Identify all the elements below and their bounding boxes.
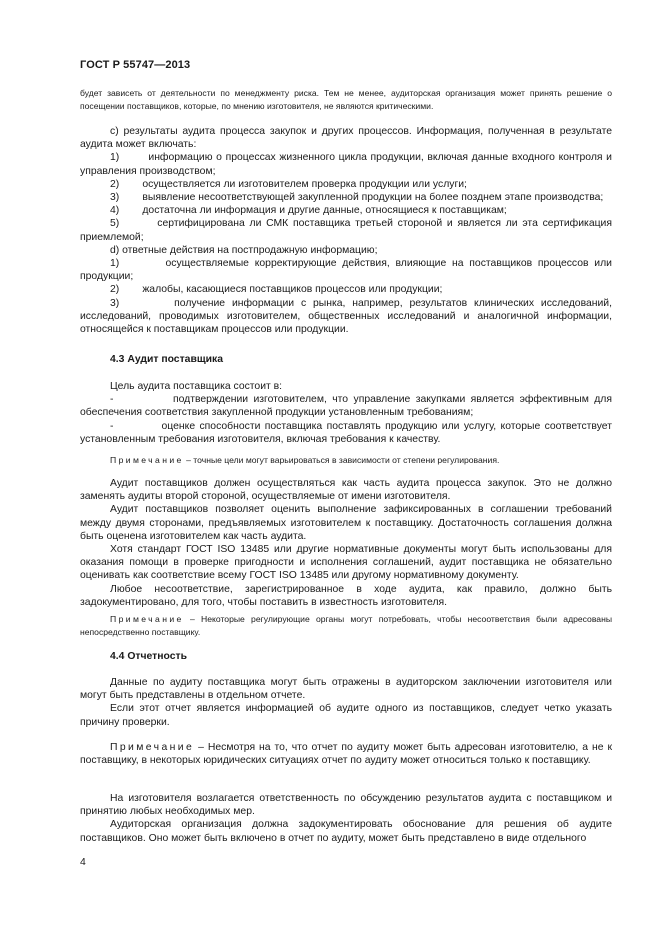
- section-4-4-title: 4.4 Отчетность: [110, 651, 188, 662]
- list-item: 4) достаточна ли информация и другие данные, относящиеся к поставщикам;: [110, 205, 507, 217]
- note-label: Примечание: [110, 742, 195, 753]
- paragraph: На изготовителя возлагается ответственность по обсуждению результатов аудита с поставщиком и принятию любых необходимых мер.: [80, 793, 612, 818]
- section-4-3-paragraphs: [80, 477, 612, 609]
- paragraph: Любое несоответствие, зарегистрированное в ходе аудита, как правило, должно быть задокументировано, для того, чтобы поставить в известность изготовителя.: [80, 583, 612, 608]
- list-item: 5) сертифицирована ли СМК поставщика третьей стороной и является ли эта сертификация приемлемой;: [80, 218, 612, 243]
- section-4-3-title: 4.3 Аудит поставщика: [110, 354, 223, 365]
- standard-code: ГОСТ Р 55747—2013: [80, 59, 191, 71]
- note-label: Примечание: [110, 614, 184, 624]
- list-item: 3) получение информации с рынка, например, результатов клинических исследований, исследований, проводимых изготовителем, общественных исследований и аналогичной информации, относящейся к поставщикам процессов или продукции.: [80, 297, 612, 336]
- criteria-c-intro: c) результаты аудита процесса закупок и других процессов. Информация, полученная в результате аудита может включать:: [80, 126, 612, 151]
- note-text: – точные цели могут варьироваться в зависимости от степени регулирования.: [183, 455, 500, 465]
- paragraph: Аудиторская организация должна задокументировать обоснование для решения об аудите поставщиков. Оно может быть включено в отчет по аудиту, может быть представлено в виде отдельного: [80, 819, 612, 844]
- criteria-c-block: [80, 125, 612, 336]
- note-text: – Некоторые регулирующие органы могут потребовать, чтобы несоответствия были адресованы непосредственно поставщику.: [80, 614, 612, 637]
- paragraph: Данные по аудиту поставщика могут быть отражены в аудиторском заключении изготовителя или могут быть представлены в отдельном отчете.: [80, 677, 612, 702]
- paragraph: Если этот отчет является информацией об аудите одного из поставщиков, следует четко указать причину проверки.: [80, 703, 612, 728]
- section-4-4-body: [80, 676, 612, 729]
- note-text: – Несмотря на то, что отчет по аудиту может быть адресован изготовителю, а не к поставщику, в некоторых юридических ситуациях отчет по аудиту может относиться только к поставщику.: [80, 742, 612, 767]
- note-3: [80, 741, 612, 767]
- note-1: [80, 454, 612, 467]
- list-item: 2) жалобы, касающиеся поставщиков процессов или продукции;: [110, 284, 443, 296]
- list-item: 1) информацию о процессах жизненного цикла продукции, включая данные входного контроля и управления производством;: [80, 152, 612, 177]
- list-item: 2) осуществляется ли изготовителем проверка продукции или услуги;: [110, 178, 467, 190]
- list-item: - оценке способности поставщика поставлять продукцию или услугу, которые соответствует установленным требования изготовителя, включая требования к качеству.: [80, 420, 612, 445]
- note-2: [80, 613, 612, 638]
- list-item: 1) осуществляемые корректирующие действия, влияющие на поставщиков процессов или продукции;: [80, 258, 612, 283]
- note-label: Примечание: [110, 455, 184, 465]
- page-number: 4: [80, 857, 86, 868]
- continued-paragraph: будет зависеть от деятельности по менеджменту риска. Тем не менее, аудиторская организация может принять решение о посещении поставщиков, которые, по мнению изготовителя, не являются критическими.: [80, 88, 612, 111]
- section-4-3-intro: Цель аудита поставщика состоит в:: [110, 381, 283, 392]
- section-4-4-closing: [80, 792, 612, 845]
- list-item: - подтверждении изготовителем, что управление закупками является эффективным для обеспечения соответствия закупленной продукции установленным требованиям;: [80, 394, 613, 419]
- criteria-d-intro: d) ответные действия на постпродажную информацию;: [110, 244, 378, 256]
- paragraph: Хотя стандарт ГОСТ ISO 13485 или другие нормативные документы могут быть использованы для оказания помощи в проверке пригодности и исполнения соглашений, аудит поставщика не обязательно оценивать как соответствие всему ГОСТ ISO 13485 или другому нормативному документу.: [80, 544, 612, 582]
- paragraph: Аудит поставщиков должен осуществляться как часть аудита процесса закупок. Это не должно заменять аудиты второй стороной, осуществляемые от имени изготовителя.: [80, 478, 612, 503]
- paragraph: Аудит поставщиков позволяет оценить выполнение зафиксированных в соглашении требований между двумя сторонами, предъявляемых изготовителем к поставщику. Достаточность соглашения должна быть оценена изготовителем как часть аудита.: [80, 504, 612, 542]
- section-4-3-body: [80, 380, 612, 446]
- list-item: 3) выявление несоответствующей закупленной продукции на более позднем этапе производства;: [110, 192, 604, 204]
